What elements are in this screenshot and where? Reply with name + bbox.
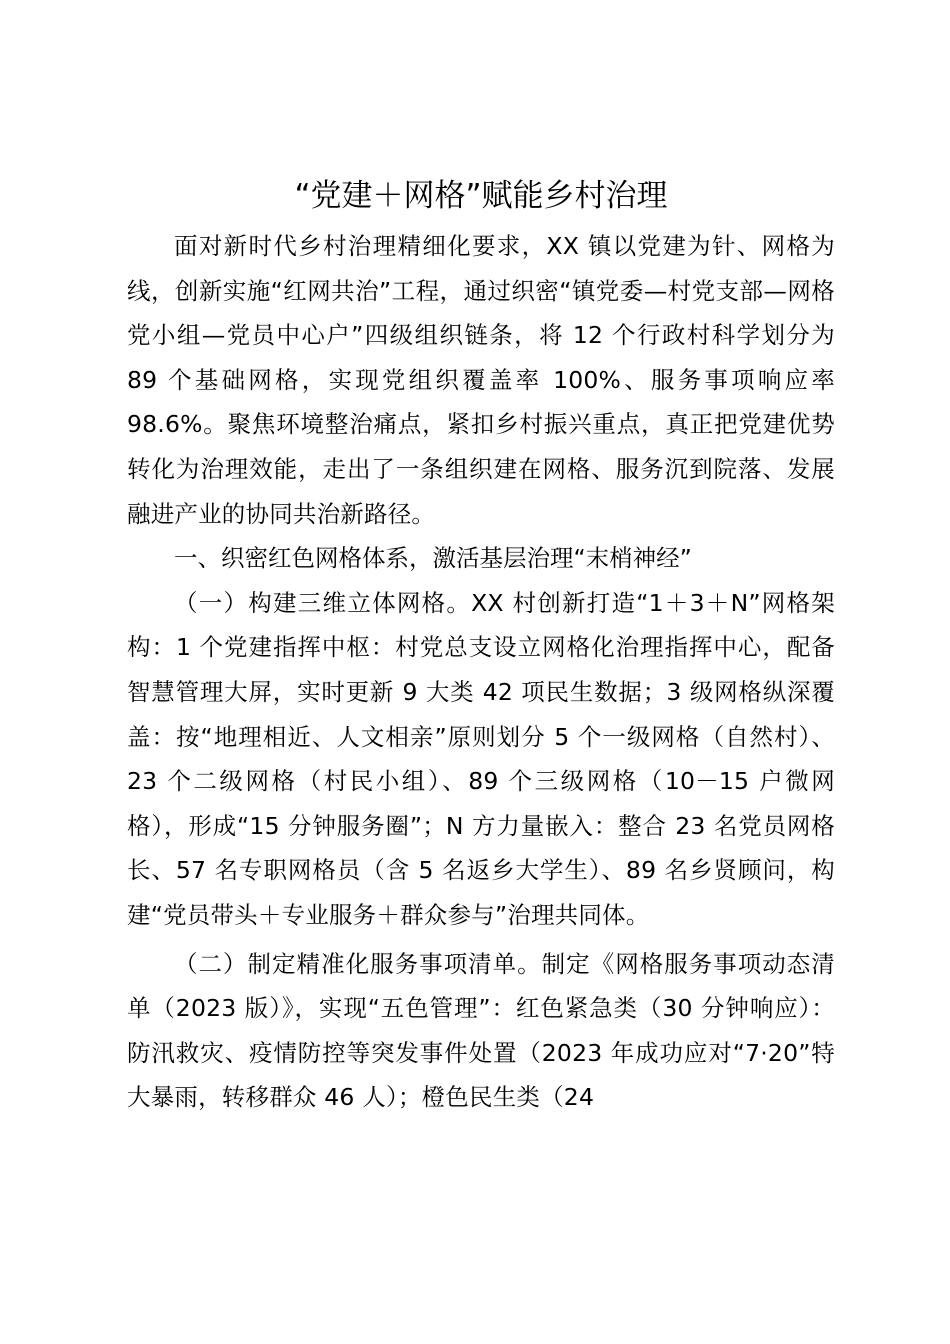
document-title: “党建＋网格”赋能乡村治理 bbox=[294, 178, 668, 214]
section-heading-1: 一、织密红色网格体系，激活基层治理“末梢神经” bbox=[174, 544, 692, 573]
section-1-item-1: （一）构建三维立体网格。XX 村创新打造“1＋3＋N”网格架构：1 个党建指挥中枢：村党总支设立网格化治理指挥中心，配备智慧管理大屏，实时更新 9 大类 42 项民生数据；3 级网格纵深覆盖：按“地理相近、人文相亲”原则划分 5 个一级网格（自然村）、23 个二级网格（村民小组）、89 个三级网格（10－15 户微网格），形成“15 分钟服务圈”；N 方力量嵌入：整合 23 名党员网格长、57 名专职网格员（含 5 名返乡大学生）、89 名乡贤顾问，构建“党员带头＋专业服务＋群众参与”治理共同体。 bbox=[127, 588, 835, 929]
intro-paragraph: 面对新时代乡村治理精细化要求，XX 镇以党建为针、网格为线，创新实施“红网共治”工程，通过织密“镇党委—村党支部—网格党小组—党员中心户”四级组织链条，将 12 个行政村科学划分为 89 个基础网格，实现党组织覆盖率 100%、服务事项响应率 98.6%。聚焦环境整治痛点，紧扣乡村振兴重点，真正把党建优势转化为治理效能，走出了一条组织建在网格、服务沉到院落、发展融进产业的协同共治新路径。 bbox=[127, 232, 835, 528]
section-1-item-2: （二）制定精准化服务事项清单。制定《网格服务事项动态清单（2023 版）》，实现“五色管理”：红色紧急类（30 分钟响应）：防汛救灾、疫情防控等突发事件处置（2023 年成功应对“7·20”特大暴雨，转移群众 46 人）；橙色民生类（24 bbox=[127, 949, 835, 1112]
document-page bbox=[127, 170, 835, 1120]
